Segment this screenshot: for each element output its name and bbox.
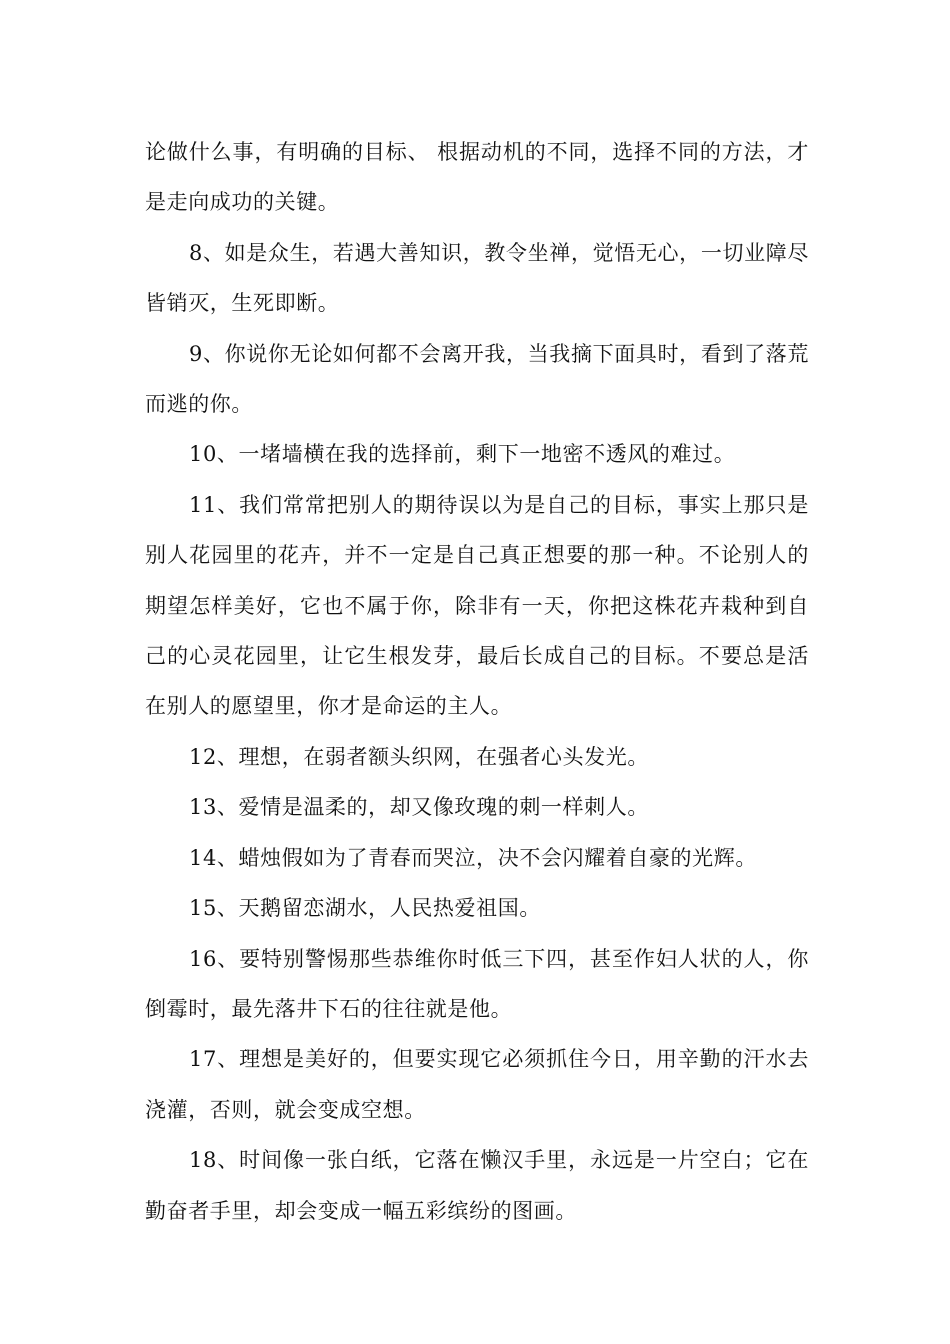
paragraph-quote-12: 12、理想，在弱者额头织网，在强者心头发光。 [189, 744, 649, 769]
paragraph-quote-18: 18、时间像一张白纸，它落在懒汉手里，永远是一片空白；它在勤奋者手里，却会变成一幅五彩缤纷的图画。 [145, 1148, 809, 1223]
paragraph-quote-8: 8、如是众生，若遇大善知识，教令坐禅，觉悟无心，一切业障尽皆销灭，生死即断。 [145, 240, 809, 316]
paragraph-quote-14: 14、蜡烛假如为了青春而哭泣，决不会闪耀着自豪的光辉。 [189, 845, 757, 870]
paragraph-quote-9: 9、你说你无论如何都不会离开我，当我摘下面具时，看到了落荒而逃的你。 [145, 341, 809, 417]
paragraph-quote-10: 10、一堵墙横在我的选择前，剩下一地密不透风的难过。 [189, 442, 736, 467]
paragraph-quote-15: 15、天鹅留恋湖水，人民热爱祖国。 [189, 896, 541, 921]
paragraph-quote-16: 16、要特别警惕那些恭维你时低三下四，甚至作妇人状的人，你倒霉时，最先落井下石的往往就是他。 [145, 946, 809, 1021]
paragraph-quote-17: 17、理想是美好的，但要实现它必须抓住今日，用辛勤的汗水去浇灌，否则，就会变成空想。 [145, 1047, 809, 1122]
document-body [145, 127, 809, 1236]
paragraph-quote-13: 13、爱情是温柔的，却又像玫瑰的刺一样刺人。 [189, 795, 649, 820]
paragraph-quote-11: 11、我们常常把别人的期待误以为是自己的目标，事实上那只是别人花园里的花卉，并不一定是自己真正想要的那一种。不论别人的期望怎样美好，它也不属于你，除非有一天，你把这株花卉栽种到自己的心灵花园里，让它生根发芽，最后长成自己的目标。不要总是活在别人的愿望里，你才是命运的主人。 [145, 492, 809, 719]
paragraph-continued: 论做什么事，有明确的目标、 根据动机的不同，选择不同的方法，才是走向成功的关键。 [145, 140, 809, 215]
